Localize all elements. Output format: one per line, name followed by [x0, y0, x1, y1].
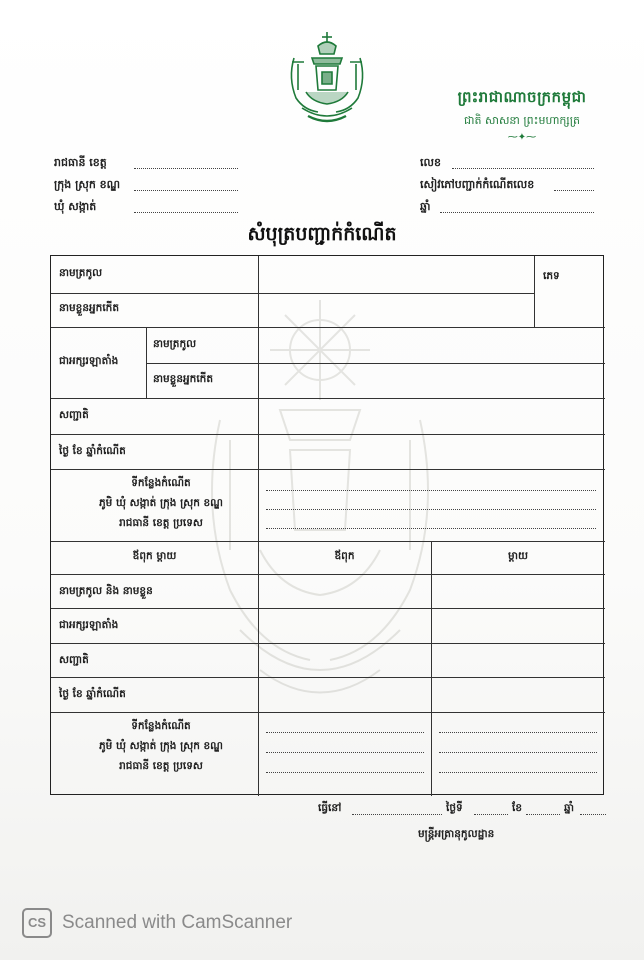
district-field — [54, 178, 120, 194]
mother-column-label: ម្តាយ — [508, 550, 528, 562]
commune-input[interactable] — [134, 212, 238, 213]
parents-header-label: ឪពុក ម្តាយ — [132, 550, 177, 562]
month-input[interactable] — [526, 814, 560, 815]
province-field — [54, 156, 107, 172]
parent-nationality-label: សញ្ជាតិ — [59, 654, 89, 666]
camscanner-text: Scanned with CamScanner — [62, 912, 293, 933]
parent-name-label: នាមត្រកូល និង នាមខ្លួន — [59, 585, 153, 597]
child-pob-input-1[interactable] — [266, 490, 596, 491]
royal-emblem-icon — [282, 28, 372, 128]
made-at-label: ធ្វើនៅ — [318, 802, 342, 814]
sex-label: ភេទ — [543, 270, 560, 282]
nationality-label: សញ្ជាតិ — [59, 409, 89, 421]
document-title: សំបុត្របញ្ជាក់កំណើត — [247, 223, 397, 245]
parent-pob-line3-label: រាជធានី ខេត្ត ប្រទេស — [119, 760, 203, 772]
month-label: ខែ — [512, 802, 522, 814]
year-input[interactable] — [440, 212, 594, 213]
day-label: ថ្ងៃទី — [446, 802, 463, 814]
district-input[interactable] — [134, 190, 238, 191]
latin-name-label: ជាអក្សរឡាតាំង — [59, 355, 119, 367]
year-footer-label: ឆ្នាំ — [564, 802, 574, 814]
child-pob-input-2[interactable] — [266, 509, 596, 510]
day-input[interactable] — [474, 814, 508, 815]
parent-pob-title-label: ទីកន្លែងកំណើត — [131, 720, 191, 732]
motto-ornament: ⁓✦⁓ — [507, 132, 537, 143]
mother-pob-input-3[interactable] — [439, 772, 597, 773]
national-motto: ជាតិ សាសនា ព្រះមហាក្សត្រ — [464, 114, 580, 127]
pob-line3-label: រាជធានី ខេត្ត ប្រទេស — [119, 517, 203, 529]
kingdom-name: ព្រះរាជាណាចក្រកម្ពុជា — [457, 88, 587, 106]
father-column-label: ឪពុក — [334, 550, 355, 562]
parent-dob-label: ថ្ងៃ ខែ ឆ្នាំកំណើត — [59, 688, 126, 700]
father-pob-input-1[interactable] — [266, 732, 424, 733]
made-at-input[interactable] — [352, 814, 442, 815]
registrar-officer-label: មន្ត្រីអត្រានុកូលដ្ឋាន — [418, 828, 495, 840]
dob-label: ថ្ងៃ ខែ ឆ្នាំកំណើត — [59, 445, 126, 457]
latin-family-name-label: នាមត្រកូល — [153, 338, 197, 350]
father-pob-input-2[interactable] — [266, 752, 424, 753]
number-label: លេខ — [420, 156, 441, 169]
pob-line2-label: ភូមិ ឃុំ សង្កាត់ ក្រុង ស្រុក ខណ្ឌ — [99, 497, 223, 509]
child-family-name-label: នាមត្រកូល — [59, 267, 103, 279]
pob-title-label: ទីកន្លែងកំណើត — [131, 477, 191, 489]
year-footer-input[interactable] — [580, 814, 606, 815]
book-number-input[interactable] — [554, 190, 594, 191]
child-pob-input-3[interactable] — [266, 528, 596, 529]
latin-given-name-label: នាមខ្លួនអ្នកកើត — [153, 373, 213, 385]
book-number-label: សៀវភៅបញ្ជាក់កំណើតលេខ — [420, 178, 535, 191]
parent-latin-label: ជាអក្សរឡាតាំង — [59, 619, 119, 631]
province-label: រាជធានី ខេត្ត — [54, 156, 107, 169]
mother-pob-input-1[interactable] — [439, 732, 597, 733]
camscanner-logo-icon: CS — [22, 908, 52, 938]
district-label: ក្រុង ស្រុក ខណ្ឌ — [54, 178, 121, 191]
mother-pob-input-2[interactable] — [439, 752, 597, 753]
commune-field — [54, 200, 96, 216]
number-field — [420, 156, 441, 172]
kingdom-heading — [422, 88, 622, 143]
province-input[interactable] — [134, 168, 238, 169]
father-pob-input-3[interactable] — [266, 772, 424, 773]
book-number-field — [420, 178, 534, 194]
parent-pob-line2-label: ភូមិ ឃុំ សង្កាត់ ក្រុង ស្រុក ខណ្ឌ — [99, 740, 223, 752]
number-input[interactable] — [452, 168, 594, 169]
year-field — [420, 200, 430, 216]
birth-certificate-form — [50, 255, 604, 795]
child-given-name-label: នាមខ្លួនអ្នកកើត — [59, 302, 119, 314]
year-label: ឆ្នាំ — [420, 200, 431, 213]
commune-label: ឃុំ សង្កាត់ — [54, 200, 97, 213]
